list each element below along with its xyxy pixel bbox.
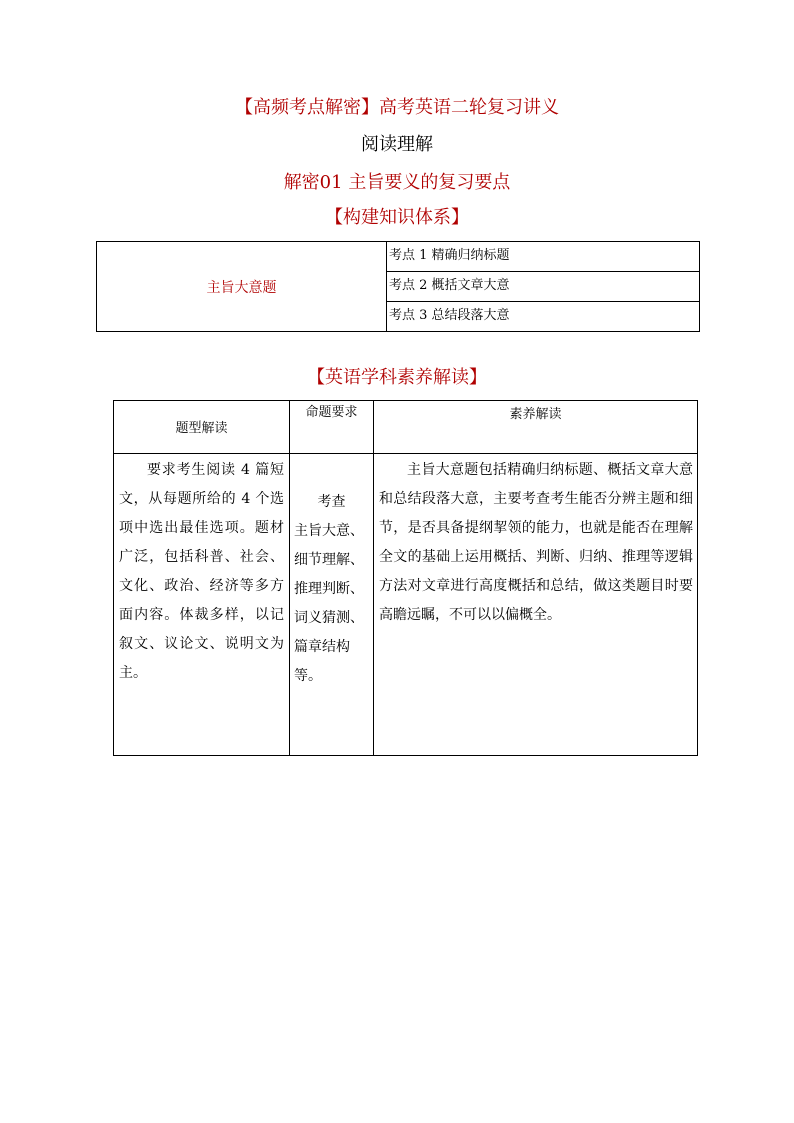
header-literacy-cell — [374, 401, 698, 454]
knowledge-point: 考点 3 总结段落大意 — [387, 302, 700, 332]
table-row — [114, 454, 698, 756]
requirement-items: 主旨大意、细节理解、推理判断、词义猜测、篇章结构等。 — [294, 523, 364, 684]
literacy-description: 主旨大意题包括精确归纳标题、概括文章大意和总结段落大意，主要考查考生能否分辨主题和细节，是否具备提纲挈领的能力，也就是能否在理解全文的基础上运用概括、判断、归纳、推理等逻辑方法对文章进行高度概括和总结，做这类题目时要高瞻远瞩，不可以以偏概全。 — [379, 462, 693, 623]
requirement-cell — [290, 454, 374, 756]
type-description-cell — [114, 454, 290, 756]
literacy-description-cell — [374, 454, 698, 756]
literacy-analysis-table — [113, 400, 698, 756]
lesson-title: 解密01 主旨要义的复习要点 — [283, 172, 511, 193]
requirement-lead: 考查 — [317, 494, 346, 510]
document-title: 【高频考点解密】高考英语二轮复习讲义 — [235, 97, 559, 118]
type-description: 要求考生阅读 4 篇短文，从每题所给的 4 个选项中选出最佳选项。题材广泛，包括科普、社会、文化、政治、经济等多方面内容。体裁多样，以记叙文、议论文、说明文为主。 — [119, 462, 284, 681]
header-type-cell — [114, 401, 290, 454]
header-requirement: 命题要求 — [305, 405, 358, 420]
header-literacy: 素养解读 — [509, 407, 562, 422]
knowledge-system-table — [96, 241, 700, 332]
knowledge-point: 考点 2 概括文章大意 — [387, 272, 700, 302]
section-heading-literacy: 【英语学科素养解读】 — [307, 367, 487, 388]
header-type: 题型解读 — [175, 421, 228, 436]
topic-cell: 主旨大意题 — [97, 242, 387, 332]
section-heading-knowledge: 【构建知识体系】 — [325, 207, 469, 228]
table-header-row — [114, 401, 698, 454]
table-row — [97, 242, 700, 272]
document-subtitle: 阅读理解 — [361, 134, 433, 155]
header-requirement-cell — [290, 401, 374, 454]
knowledge-point: 考点 1 精确归纳标题 — [387, 242, 700, 272]
